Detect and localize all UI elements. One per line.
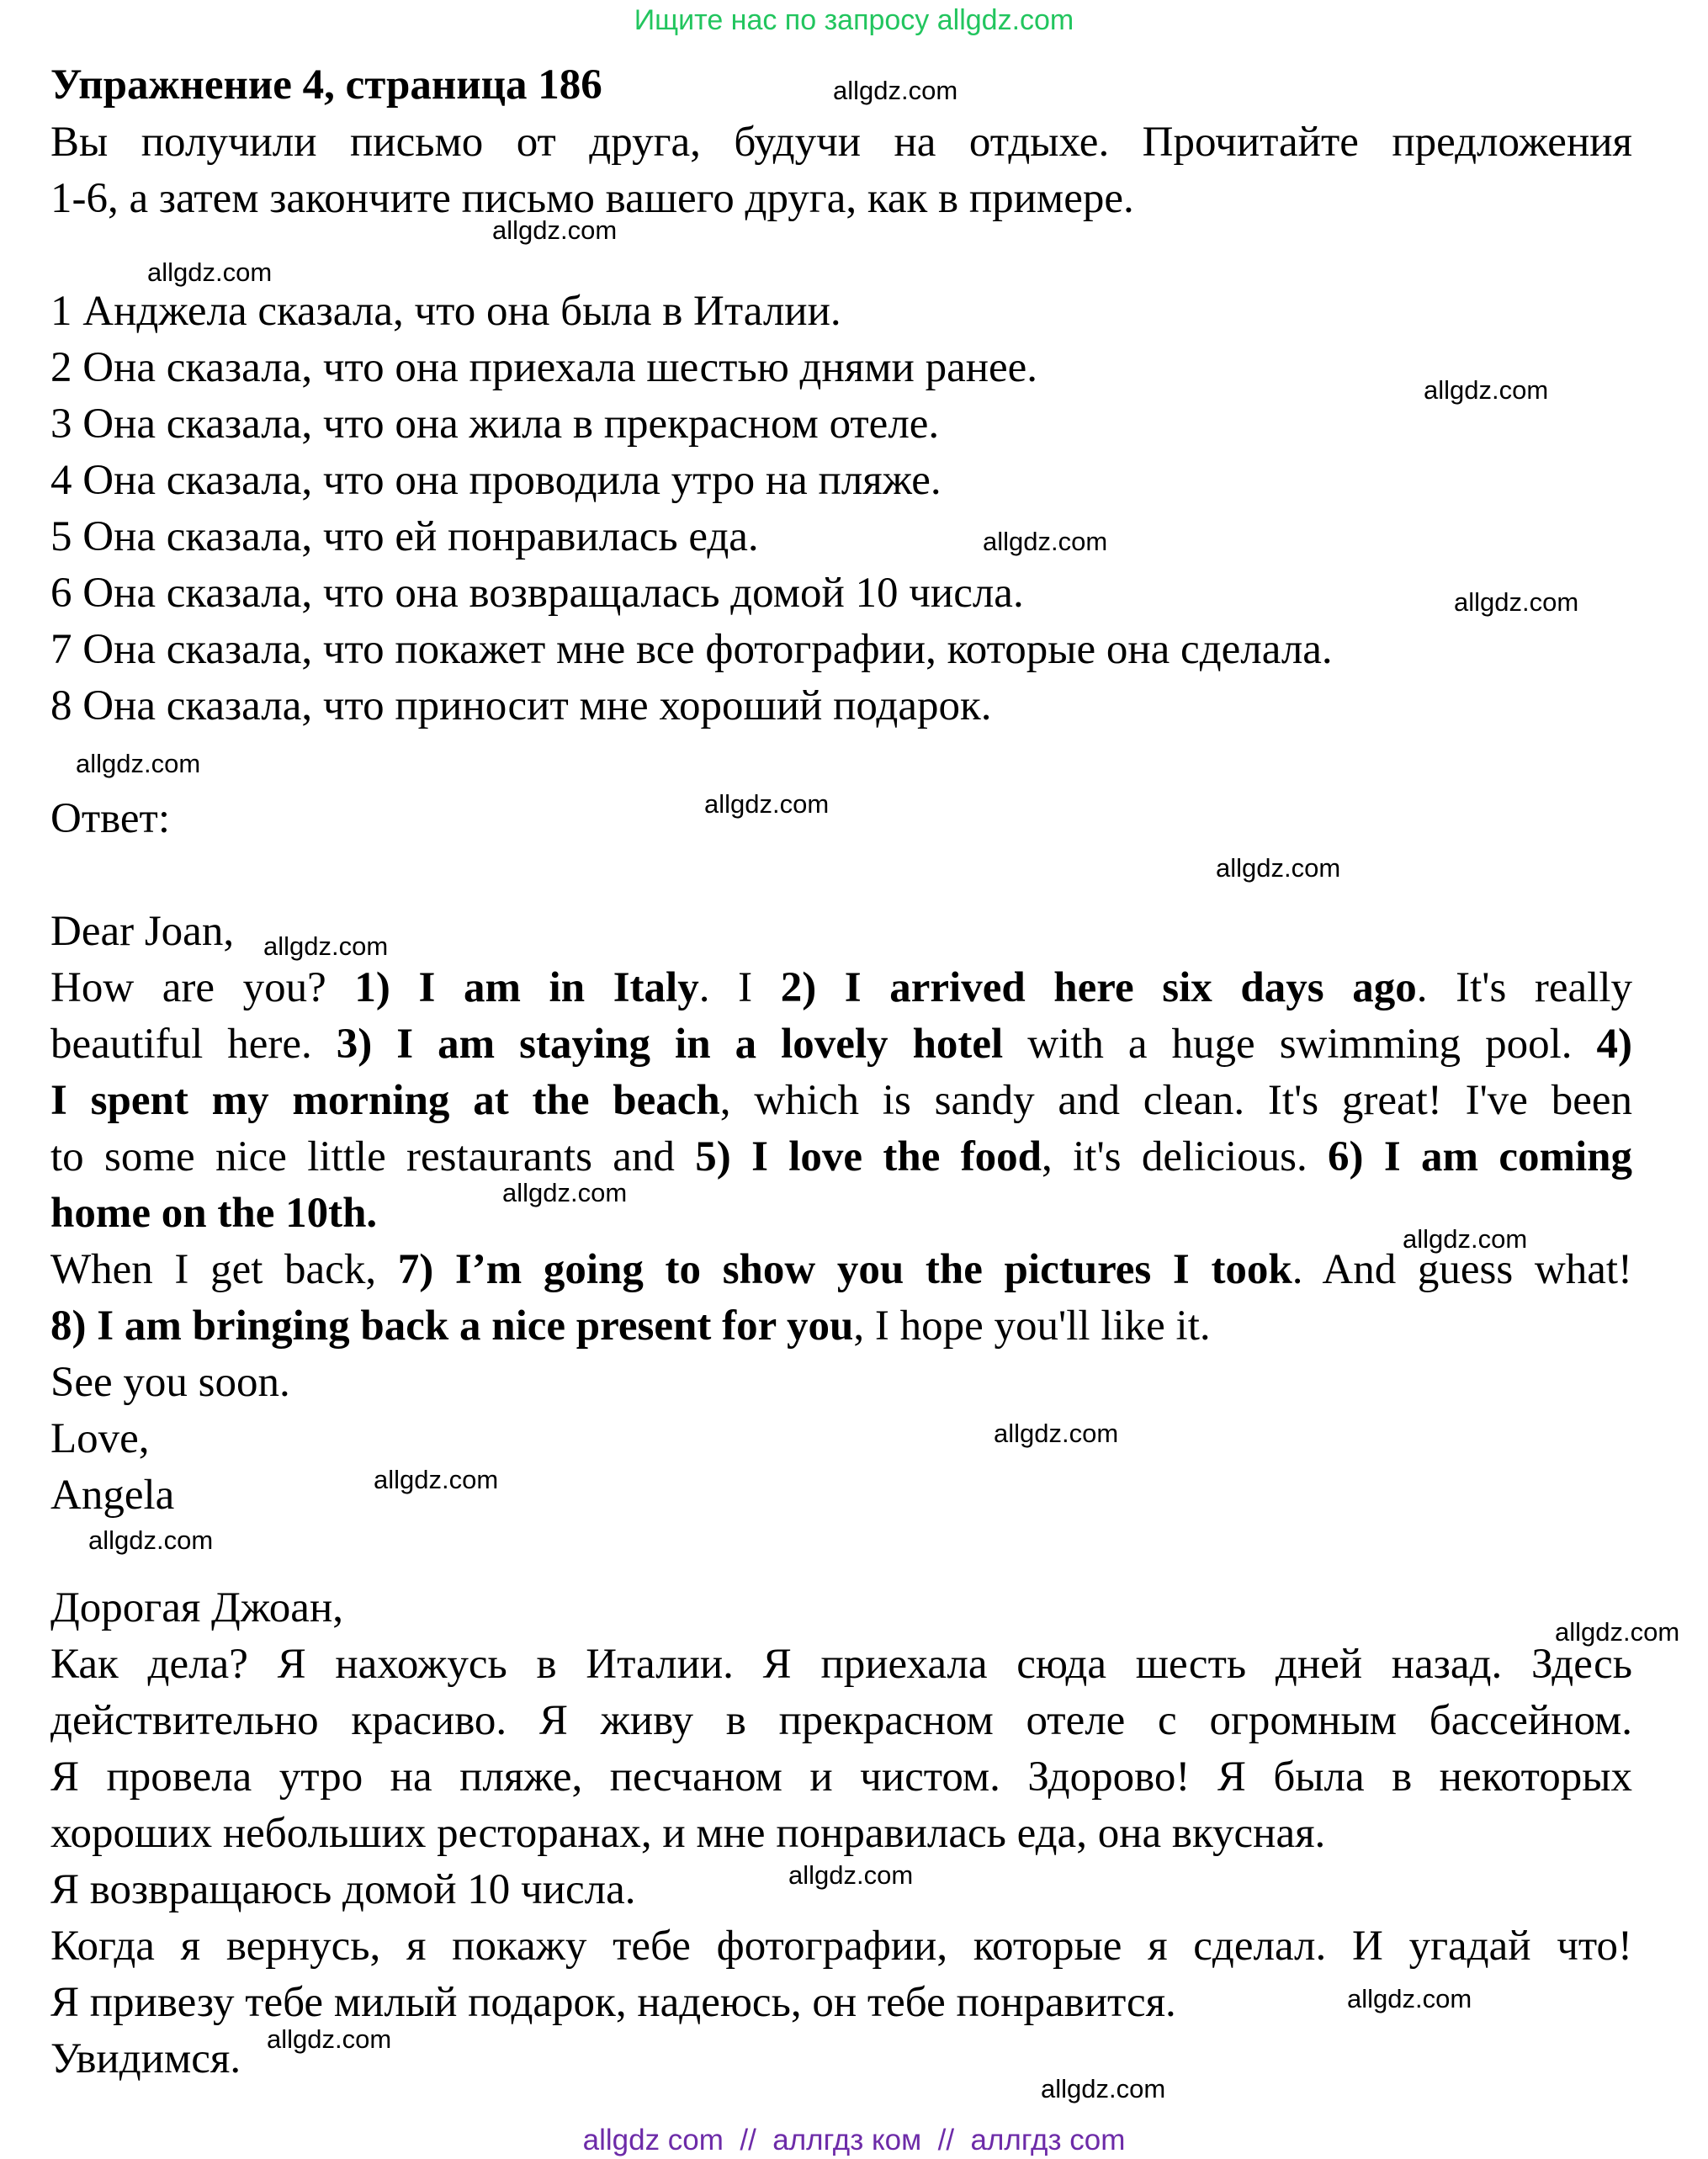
watermark: allgdz.com bbox=[788, 1860, 914, 1890]
watermark: allgdz.com bbox=[374, 1465, 499, 1494]
letter-line-1: How are you? 1) I am in Italy. I 2) I arrived here six days ago. It's really bbox=[50, 964, 1632, 1011]
watermark: allgdz.com bbox=[1454, 587, 1579, 617]
letter-line-5: home on the 10th. bbox=[50, 1190, 378, 1237]
translation-line-8: Увидимся. bbox=[50, 2035, 241, 2082]
translation-greeting: Дорогая Джоан, bbox=[50, 1584, 343, 1631]
sentence-1: 1 Анджела сказала, что она была в Италии. bbox=[50, 288, 841, 335]
answer-label: Ответ: bbox=[50, 795, 170, 842]
letter-line-4: to some nice little restaurants and 5) I love the food, it's delicious. 6) I am coming bbox=[50, 1133, 1632, 1180]
search-banner[interactable]: Ищите нас по запросу allgdz.com bbox=[634, 4, 1074, 36]
watermark: allgdz.com bbox=[994, 1419, 1119, 1448]
letter-line-2: beautiful here. 3) I am staying in a lovely hotel with a huge swimming pool. 4) bbox=[50, 1021, 1632, 1068]
letter-line-9: Love, bbox=[50, 1415, 150, 1462]
watermark: allgdz.com bbox=[76, 749, 201, 778]
watermark: allgdz.com bbox=[1403, 1224, 1528, 1254]
letter-signature: Angela bbox=[50, 1472, 175, 1519]
watermark: allgdz.com bbox=[704, 789, 830, 819]
sentence-6: 6 Она сказала, что она возвращалась домой 10 числа. bbox=[50, 570, 1024, 617]
watermark: allgdz.com bbox=[833, 76, 958, 105]
watermark: allgdz.com bbox=[1216, 853, 1341, 883]
letter-line-8: See you soon. bbox=[50, 1359, 290, 1406]
sentence-3: 3 Она сказала, что она жила в прекрасном отеле. bbox=[50, 401, 940, 448]
letter-greeting: Dear Joan, bbox=[50, 908, 235, 955]
watermark: allgdz.com bbox=[147, 257, 273, 287]
watermark: allgdz.com bbox=[1555, 1617, 1680, 1647]
sentence-4: 4 Она сказала, что она проводила утро на пляже. bbox=[50, 457, 942, 504]
page-title: Упражнение 4, страница 186 bbox=[50, 61, 602, 109]
translation-line-2: действительно красиво. Я живу в прекрасном отеле с огромным бассейном. bbox=[50, 1697, 1632, 1744]
translation-line-6: Когда я вернусь, я покажу тебе фотографии, которые я сделал. И угадай что! bbox=[50, 1923, 1632, 1970]
sentence-8: 8 Она сказала, что приносит мне хороший подарок. bbox=[50, 682, 992, 729]
watermark: allgdz.com bbox=[263, 931, 389, 961]
translation-line-1: Как дела? Я нахожусь в Италии. Я приехала сюда шесть дней назад. Здесь bbox=[50, 1641, 1632, 1688]
watermark: allgdz.com bbox=[1424, 375, 1549, 405]
sentence-5: 5 Она сказала, что ей понравилась еда. bbox=[50, 513, 759, 560]
translation-line-4: хороших небольших ресторанах, и мне понравилась еда, она вкусная. bbox=[50, 1810, 1326, 1857]
watermark: allgdz.com bbox=[492, 215, 618, 245]
watermark: allgdz.com bbox=[502, 1178, 628, 1207]
footer-links[interactable]: allgdz com // аллгдз ком // аллгдз com bbox=[582, 2124, 1126, 2156]
sentence-2: 2 Она сказала, что она приехала шестью днями ранее. bbox=[50, 344, 1038, 391]
watermark: allgdz.com bbox=[983, 527, 1108, 556]
letter-line-7: 8) I am bringing back a nice present for you, I hope you'll like it. bbox=[50, 1302, 1211, 1350]
watermark: allgdz.com bbox=[88, 1525, 214, 1555]
task-line-2: 1-6, а затем закончите письмо вашего друга, как в примере. bbox=[50, 175, 1134, 222]
sentence-7: 7 Она сказала, что покажет мне все фотографии, которые она сделала. bbox=[50, 626, 1333, 673]
translation-line-5: Я возвращаюсь домой 10 числа. bbox=[50, 1866, 636, 1913]
task-line-1: Вы получили письмо от друга, будучи на отдыхе. Прочитайте предложения bbox=[50, 119, 1632, 166]
letter-line-3: I spent my morning at the beach, which is sandy and clean. It's great! I've been bbox=[50, 1077, 1632, 1124]
watermark: allgdz.com bbox=[1347, 1984, 1472, 2013]
translation-line-3: Я провела утро на пляже, песчаном и чистом. Здорово! Я была в некоторых bbox=[50, 1753, 1632, 1801]
letter-line-6: When I get back, 7) I’m going to show you the pictures I took. And guess what! bbox=[50, 1246, 1632, 1293]
watermark: allgdz.com bbox=[1041, 2074, 1166, 2103]
translation-line-7: Я привезу тебе милый подарок, надеюсь, он тебе понравится. bbox=[50, 1979, 1176, 2026]
watermark: allgdz.com bbox=[267, 2024, 392, 2054]
